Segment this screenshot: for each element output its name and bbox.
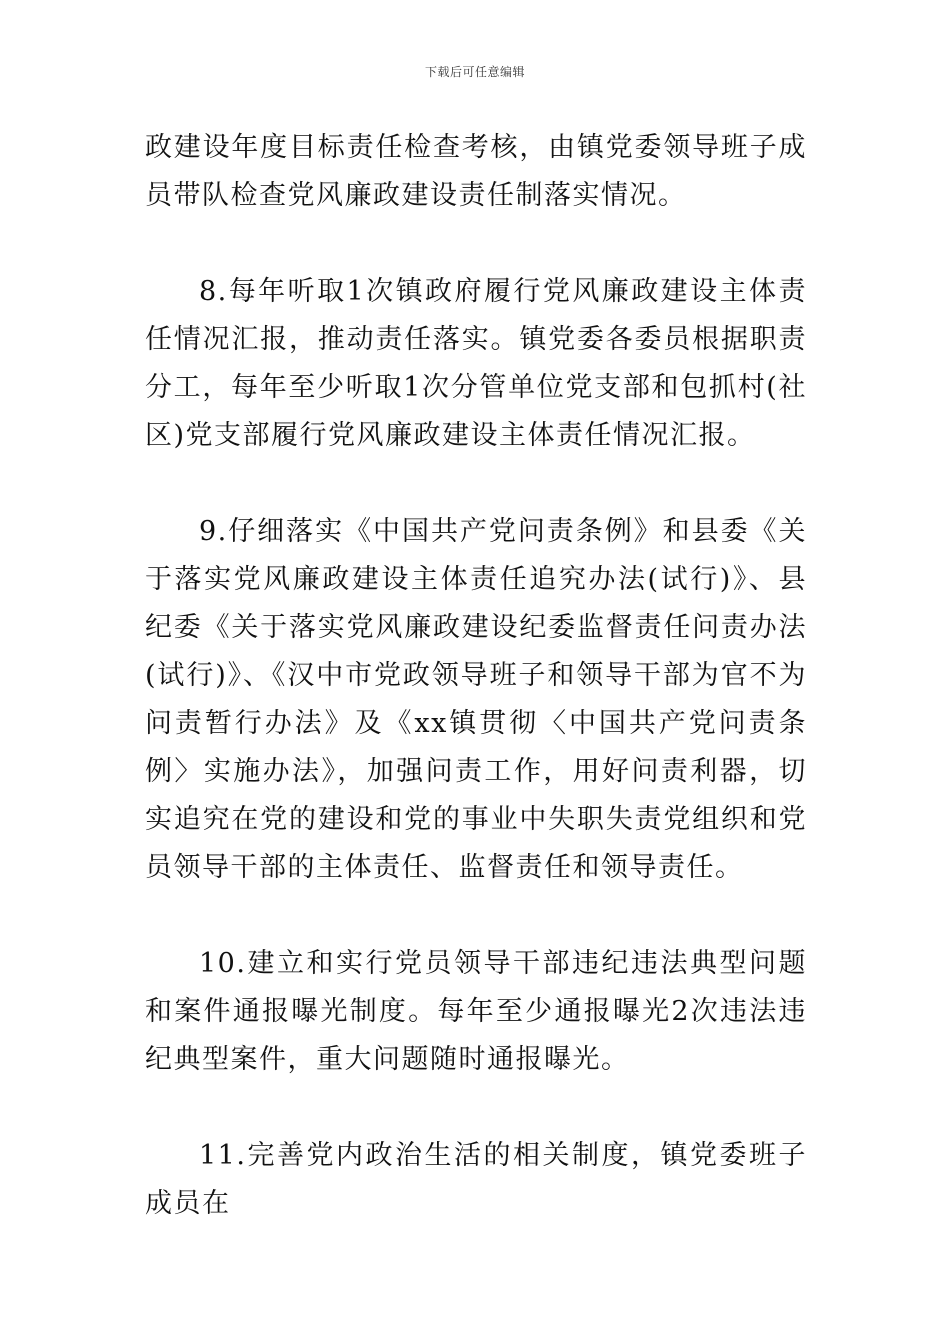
paragraph-item-9: 9.仔细落实《中国共产党问责条例》和县委《关于落实党风廉政建设主体责任追究办法(试行)》、县纪委《关于落实党风廉政建设纪委监督责任问责办法(试行)》、《汉中市党政领导班子和领导干部为官不为问责暂行办法》及《xx镇贯彻〈中国共产党问责条例〉实施办法》，加强问责工作，用好问责利器，切实追究在党的建设和党的事业中失职失责党组织和党员领导干部的主体责任、监督责任和领导责任。 [145,516,807,883]
paragraph-continuation: 政建设年度目标责任检查考核，由镇党委领导班子成员带队检查党风廉政建设责任制落实情况。 [145,132,807,211]
paragraph-item-8: 8.每年听取1次镇政府履行党风廉政建设主体责任情况汇报，推动责任落实。镇党委各委员根据职责分工，每年至少听取1次分管单位党支部和包抓村(社区)党支部履行党风廉政建设主体责任情况汇报。 [145,276,807,451]
paragraph-item-11: 11.完善党内政治生活的相关制度，镇党委班子成员在 [145,1140,807,1219]
document-body [145,124,807,1228]
page-header: 下载后可任意编辑 [424,65,525,79]
paragraph-item-10: 10.建立和实行党员领导干部违纪违法典型问题和案件通报曝光制度。每年至少通报曝光2次违法违纪典型案件，重大问题随时通报曝光。 [145,948,807,1075]
